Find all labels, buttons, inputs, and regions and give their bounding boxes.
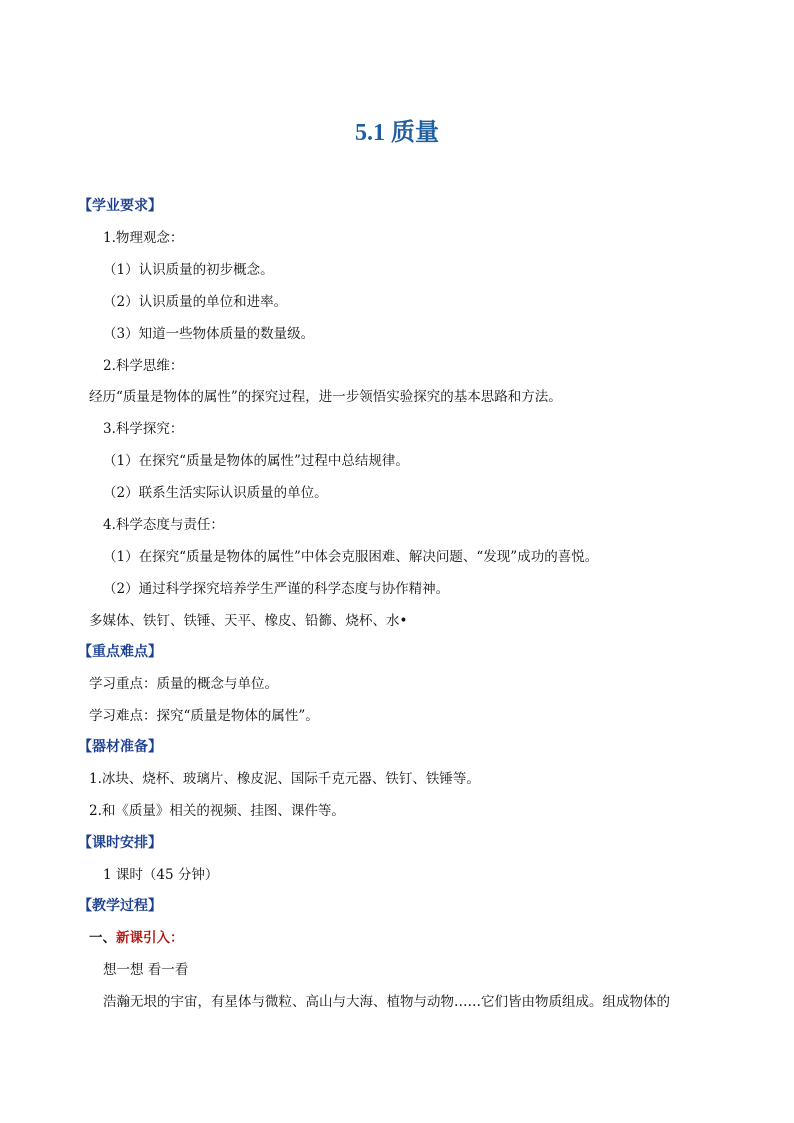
- requirement-line: 4.科学态度与责任：: [103, 517, 224, 533]
- requirement-line: 2.科学思维：: [103, 358, 184, 374]
- intro-label: 新课引入：: [116, 930, 184, 946]
- key-point-line: 学习难点：探究“质量是物体的属性”。: [89, 708, 319, 724]
- requirement-line: （2）通过科学探究培养学生严谨的科学态度与协作精神。: [103, 581, 450, 597]
- requirement-line: （1）在探究“质量是物体的属性”过程中总结规律。: [103, 453, 409, 469]
- key-point-line: 学习重点：质量的概念与单位。: [89, 676, 278, 692]
- requirement-line: 经历“质量是物体的属性”的探究过程，进一步领悟实验探究的基本思路和方法。: [89, 389, 562, 405]
- process-line: 浩瀚无垠的宇宙，有星体与微粒、高山与大海、植物与动物……它们皆由物质组成。组成物体的: [103, 994, 670, 1010]
- section-heading-key-points: 【重点难点】: [78, 644, 162, 660]
- requirement-line: 3.科学探究：: [103, 421, 184, 437]
- materials-line: 1.冰块、烧杯、玻璃片、橡皮泥、国际千克元器、铁钉、铁锤等。: [89, 771, 480, 787]
- process-line: 想一想 看一看: [103, 962, 189, 978]
- materials-line: 2.和《质量》相关的视频、挂图、课件等。: [89, 803, 345, 819]
- requirement-line: （1）认识质量的初步概念。: [103, 262, 274, 278]
- intro-prefix: 一、: [89, 930, 116, 946]
- section-heading-requirements: 【学业要求】: [78, 198, 162, 214]
- intro-heading: [89, 928, 184, 948]
- requirement-line: （2）联系生活实际认识质量的单位。: [103, 485, 328, 501]
- requirement-line: （3）知道一些物体质量的数量级。: [103, 326, 315, 342]
- requirement-line: （1）在探究“质量是物体的属性”中体会克服困难、解决问题、“发现”成功的喜悦。: [103, 549, 599, 565]
- section-heading-schedule: 【课时安排】: [78, 835, 162, 851]
- requirement-line: （2）认识质量的单位和进率。: [103, 294, 288, 310]
- requirement-line: 1.物理观念：: [103, 230, 184, 246]
- page-title: 5.1 质量: [355, 120, 439, 146]
- section-heading-materials: 【器材准备】: [78, 739, 162, 755]
- section-heading-process: 【教学过程】: [78, 898, 162, 914]
- schedule-line: 1 课时（45 分钟）: [103, 867, 219, 883]
- requirement-line: 多媒体、铁钉、铁锤、天平、橡皮、铅籂、烧杯、水•: [89, 613, 408, 629]
